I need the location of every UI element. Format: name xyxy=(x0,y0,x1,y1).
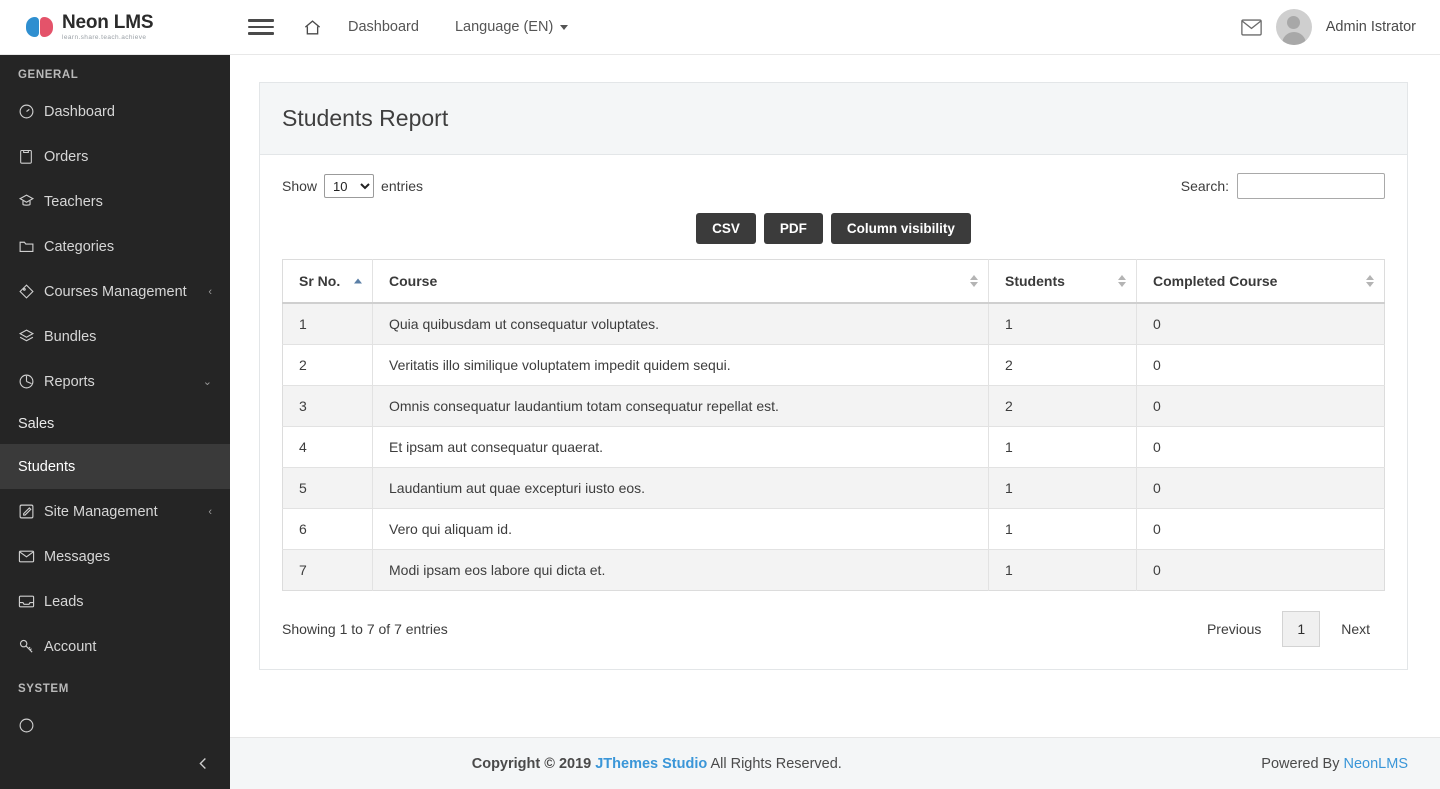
column-label: Students xyxy=(1005,273,1065,289)
sort-toggle-icon xyxy=(970,275,978,287)
entries-info: Showing 1 to 7 of 7 entries xyxy=(282,621,448,637)
sidebar-item-label: Students xyxy=(18,458,76,475)
brand-text xyxy=(62,13,153,42)
table-row[interactable] xyxy=(283,550,1385,591)
search-label: Search: xyxy=(1180,178,1229,194)
nav-dashboard-label: Dashboard xyxy=(348,19,419,35)
column-header-students[interactable] xyxy=(989,260,1137,304)
entries-label: entries xyxy=(381,178,424,194)
cell-sr: 7 xyxy=(283,550,373,591)
cell-students: 1 xyxy=(989,468,1137,509)
sidebar-item-label: Teachers xyxy=(44,193,103,210)
sidebar-item-orders[interactable] xyxy=(0,134,230,179)
sidebar-item-courses-management[interactable] xyxy=(0,269,230,314)
cell-course: Vero qui aliquam id. xyxy=(373,509,989,550)
card-header xyxy=(260,83,1407,155)
cell-completed: 0 xyxy=(1137,509,1385,550)
hamburger-menu-icon[interactable] xyxy=(248,17,274,37)
students-report-table xyxy=(282,259,1385,591)
column-label: Completed Course xyxy=(1153,273,1278,289)
pdf-button[interactable]: PDF xyxy=(764,213,823,244)
show-label: Show xyxy=(282,178,318,194)
cell-sr: 2 xyxy=(283,345,373,386)
cell-students: 2 xyxy=(989,345,1137,386)
footer-powered-prefix: Powered By xyxy=(1261,755,1344,772)
user-name[interactable]: Admin Istrator xyxy=(1325,19,1416,35)
sidebar-item-label: Courses Management xyxy=(44,283,187,300)
table-row[interactable] xyxy=(283,386,1385,427)
table-row[interactable] xyxy=(283,509,1385,550)
brand-title-2: LMS xyxy=(108,11,154,33)
footer-copyright-link[interactable]: JThemes Studio xyxy=(595,755,708,772)
sidebar-item-leads[interactable] xyxy=(0,579,230,624)
pagination-previous[interactable]: Previous xyxy=(1206,621,1262,637)
sidebar-item-categories[interactable] xyxy=(0,224,230,269)
cell-course: Veritatis illo similique voluptatem impedit quidem sequi. xyxy=(373,345,989,386)
sidebar-item-label: Orders xyxy=(44,148,89,165)
footer-copyright xyxy=(472,756,842,772)
nav-dashboard-link[interactable] xyxy=(330,0,437,55)
footer xyxy=(230,737,1440,789)
chevron-left-icon xyxy=(196,756,211,771)
sidebar xyxy=(0,55,230,789)
sidebar-item-label: Categories xyxy=(44,238,115,255)
column-label: Course xyxy=(389,273,438,289)
table-head xyxy=(283,260,1385,304)
column-header-sr-no[interactable] xyxy=(283,260,373,304)
folder-icon xyxy=(18,238,44,255)
pagination-page-1[interactable]: 1 xyxy=(1282,611,1320,647)
column-visibility-button[interactable]: Column visibility xyxy=(831,213,971,244)
cell-students: 2 xyxy=(989,386,1137,427)
sort-toggle-icon xyxy=(1366,275,1374,287)
column-label: Sr No. xyxy=(299,273,341,289)
gauge-icon xyxy=(18,103,44,120)
chevron-down-icon xyxy=(560,25,568,30)
export-buttons xyxy=(282,213,1385,244)
key-icon xyxy=(18,638,44,655)
cell-sr: 4 xyxy=(283,427,373,468)
footer-powered-link[interactable]: NeonLMS xyxy=(1343,755,1408,772)
cell-completed: 0 xyxy=(1137,386,1385,427)
sort-ascending-icon xyxy=(354,279,362,284)
avatar[interactable] xyxy=(1276,9,1312,45)
search-input[interactable] xyxy=(1237,173,1385,199)
entries-per-page-select[interactable] xyxy=(324,174,374,198)
chevron-left-icon: ‹ xyxy=(208,505,212,518)
search-control xyxy=(1181,173,1385,199)
pencil-square-icon xyxy=(18,503,44,520)
cell-sr: 6 xyxy=(283,509,373,550)
column-header-completed-course[interactable] xyxy=(1137,260,1385,304)
table-header-row xyxy=(283,260,1385,304)
cell-completed: 0 xyxy=(1137,550,1385,591)
cell-completed: 0 xyxy=(1137,303,1385,345)
brand-title xyxy=(62,13,153,32)
cell-course: Laudantium aut quae excepturi iusto eos. xyxy=(373,468,989,509)
teacher-icon xyxy=(18,193,44,210)
chart-icon xyxy=(18,373,44,390)
card-body xyxy=(260,155,1407,669)
sidebar-item-label: Dashboard xyxy=(44,103,115,120)
layers-icon xyxy=(18,328,44,345)
sidebar-item-label: Account xyxy=(44,638,97,655)
table-row[interactable] xyxy=(283,345,1385,386)
brand-tagline: learn.share.teach.achieve xyxy=(62,33,147,41)
sidebar-section-general: GENERAL xyxy=(18,69,79,81)
navbar-right xyxy=(1241,9,1440,45)
cell-students: 1 xyxy=(989,303,1137,345)
sidebar-item-label: Bundles xyxy=(44,328,97,345)
cell-completed: 0 xyxy=(1137,427,1385,468)
cell-sr: 3 xyxy=(283,386,373,427)
footer-copyright-suffix: All Rights Reserved. xyxy=(707,755,842,772)
cell-course: Et ipsam aut consequatur quaerat. xyxy=(373,427,989,468)
clipboard-icon xyxy=(18,148,44,165)
cell-students: 1 xyxy=(989,509,1137,550)
sidebar-item-site-management[interactable] xyxy=(0,489,230,534)
home-icon[interactable] xyxy=(294,0,330,55)
inbox-icon xyxy=(18,594,44,609)
csv-button[interactable]: CSV xyxy=(696,213,756,244)
column-header-course[interactable] xyxy=(373,260,989,304)
sidebar-item-dashboard[interactable] xyxy=(0,89,230,134)
nav-language-dropdown[interactable] xyxy=(437,0,586,55)
footer-copyright-prefix: Copyright © 2019 xyxy=(471,755,596,772)
students-report-card xyxy=(259,82,1408,670)
circle-icon xyxy=(18,717,44,734)
datatable-footer xyxy=(282,611,1385,647)
table-row[interactable] xyxy=(283,303,1385,345)
cell-course: Omnis consequatur laudantium totam consequatur repellat est. xyxy=(373,386,989,427)
mail-icon[interactable] xyxy=(1241,19,1262,36)
sidebar-item-label: Site Management xyxy=(44,503,158,520)
pagination-next[interactable]: Next xyxy=(1341,621,1370,637)
footer-powered-by xyxy=(1261,756,1408,772)
sidebar-item-account[interactable] xyxy=(0,624,230,669)
sidebar-section-system: SYSTEM xyxy=(18,683,69,695)
cell-sr: 1 xyxy=(283,303,373,345)
main-content xyxy=(230,55,1440,737)
sidebar-item-label: Messages xyxy=(44,548,111,565)
table-body xyxy=(283,303,1385,591)
sidebar-item-bundles[interactable] xyxy=(0,314,230,359)
sort-toggle-icon xyxy=(1118,275,1126,287)
tag-icon xyxy=(18,283,44,300)
cell-course: Modi ipsam eos labore qui dicta et. xyxy=(373,550,989,591)
sidebar-group-sales: Sales xyxy=(18,416,55,432)
cell-completed: 0 xyxy=(1137,468,1385,509)
nav-language-label: Language (EN) xyxy=(454,19,554,35)
sidebar-item-reports[interactable] xyxy=(0,359,230,404)
table-row[interactable] xyxy=(283,427,1385,468)
cell-sr: 5 xyxy=(283,468,373,509)
cell-completed: 0 xyxy=(1137,345,1385,386)
table-row[interactable] xyxy=(283,468,1385,509)
chevron-left-icon: ‹ xyxy=(208,285,212,298)
chevron-down-icon: ⌄ xyxy=(202,376,212,388)
brand-title-1: Neon xyxy=(62,11,109,33)
cell-students: 1 xyxy=(989,550,1137,591)
sidebar-collapse-button[interactable] xyxy=(0,737,230,789)
cell-students: 1 xyxy=(989,427,1137,468)
entries-length-control xyxy=(282,174,423,198)
sidebar-item-teachers[interactable] xyxy=(0,179,230,224)
top-navbar xyxy=(0,0,1440,55)
cell-course: Quia quibusdam ut consequatur voluptates. xyxy=(373,303,989,345)
page-title: Students Report xyxy=(282,105,449,131)
envelope-icon xyxy=(18,549,44,564)
brand-logo-area[interactable] xyxy=(0,0,230,55)
sidebar-item-students[interactable] xyxy=(0,444,230,489)
sidebar-item-label: Leads xyxy=(44,593,84,610)
pagination xyxy=(1192,611,1385,647)
sidebar-item-label: Reports xyxy=(44,373,95,390)
sidebar-item-messages[interactable] xyxy=(0,534,230,579)
datatable-controls xyxy=(282,173,1385,199)
brain-logo-icon xyxy=(26,14,54,40)
